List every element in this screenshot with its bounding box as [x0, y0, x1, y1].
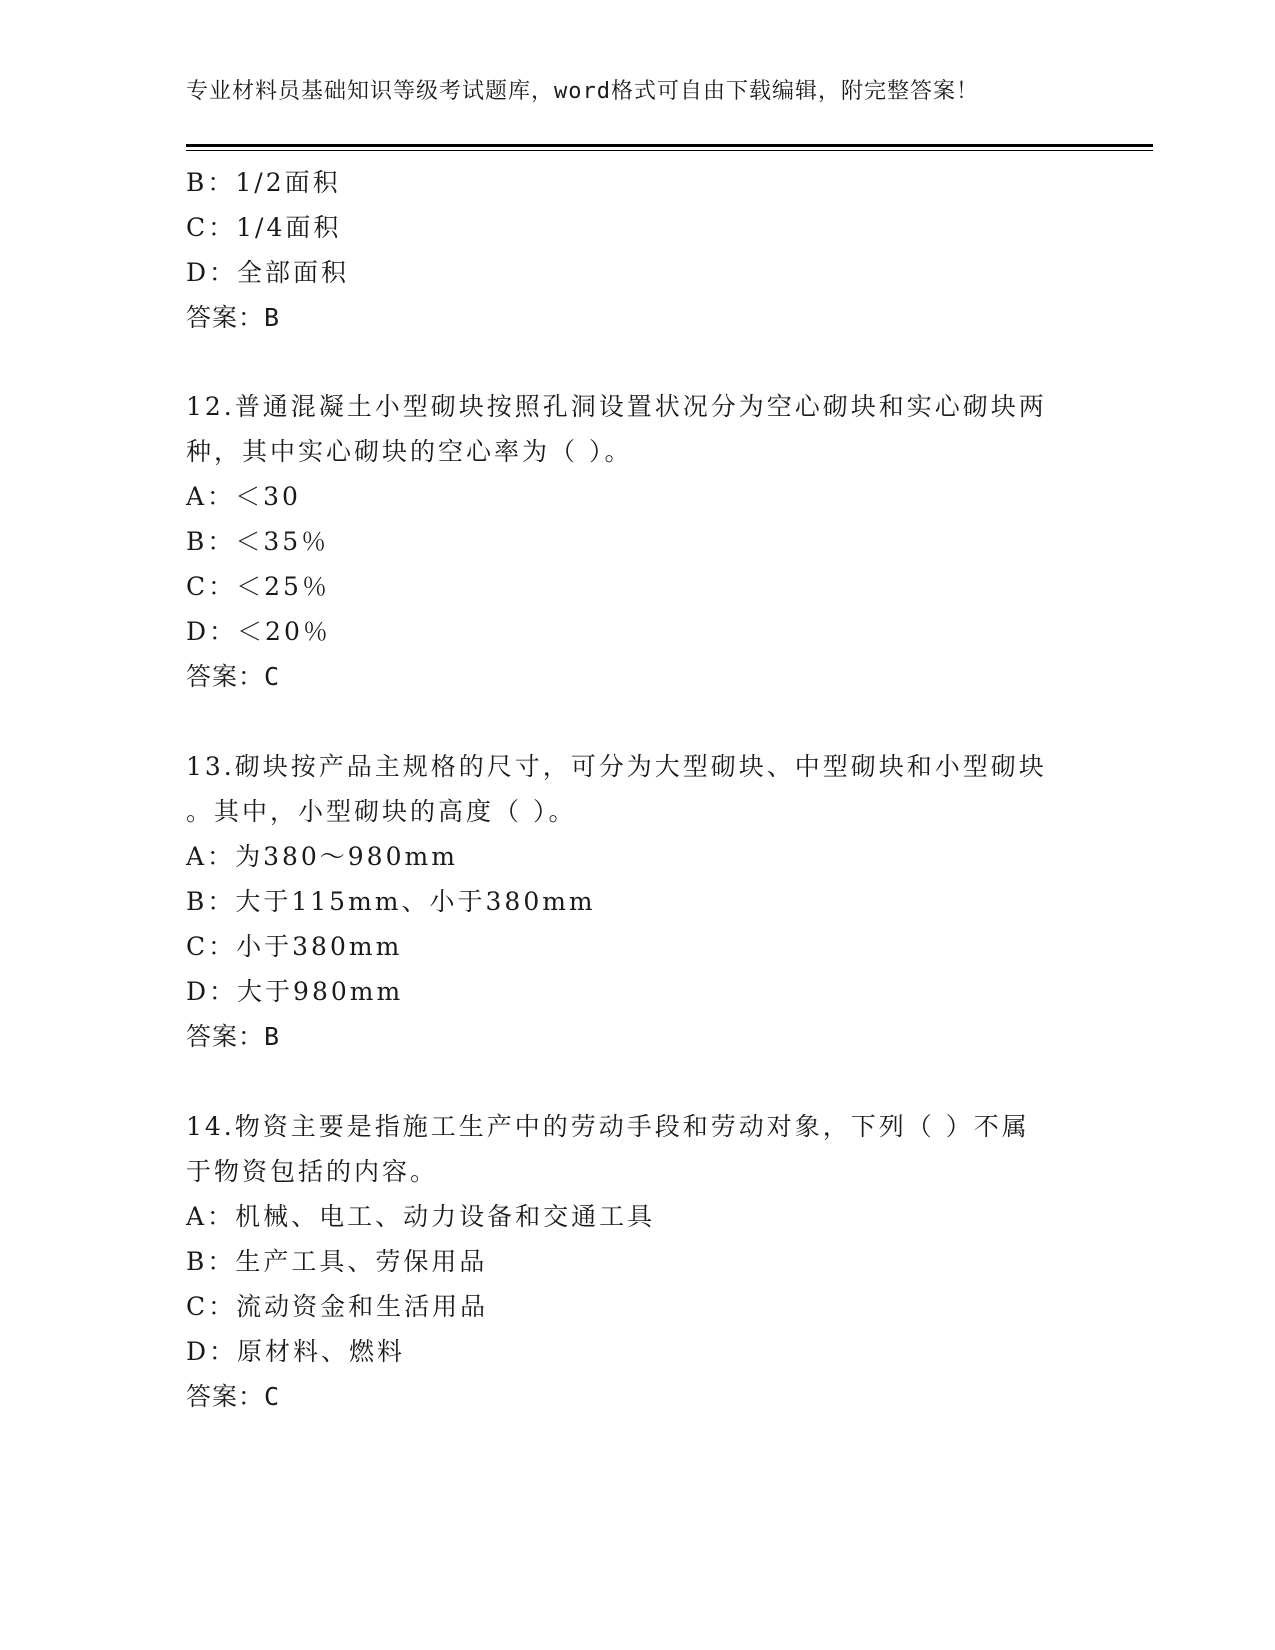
question-11-continuation: [186, 160, 1086, 340]
spacer: [186, 1059, 1086, 1104]
answer: 答案：C: [186, 1382, 281, 1411]
option-d: D：原材料、燃料: [186, 1337, 406, 1366]
page-header: 专业材料员基础知识等级考试题库，word格式可自由下载编辑，附完整答案！: [186, 79, 979, 104]
option-d: D：＜20％: [186, 617, 331, 646]
option-a: A：＜30: [186, 482, 301, 511]
option-c: C：＜25％: [186, 572, 330, 601]
option-d: D：全部面积: [186, 258, 350, 287]
header-rule-thin: [186, 150, 1153, 151]
question-stem-line: 。其中，小型砌块的高度（ ）。: [186, 797, 577, 826]
question-stem-line: 种，其中实心砌块的空心率为（ ）。: [186, 437, 633, 466]
spacer: [186, 340, 1086, 384]
question-stem-line: 12.普通混凝土小型砌块按照孔洞设置状况分为空心砌块和实心砌块两: [186, 392, 1047, 421]
answer: 答案：B: [186, 303, 281, 332]
option-b: B：大于115mm、小于380mm: [186, 887, 596, 916]
question-stem-line: 14.物资主要是指施工生产中的劳动手段和劳动对象，下列（ ）不属: [186, 1112, 1030, 1141]
answer: 答案：C: [186, 662, 281, 691]
spacer: [186, 699, 1086, 744]
header-rule-thick: [186, 144, 1153, 147]
question-13: [186, 744, 1086, 1059]
question-12: [186, 384, 1086, 699]
option-b: B：1/2面积: [186, 168, 341, 197]
question-14: [186, 1104, 1086, 1419]
option-c: C：小于380mm: [186, 932, 403, 961]
option-d: D：大于980mm: [186, 977, 404, 1006]
question-stem-line: 13.砌块按产品主规格的尺寸，可分为大型砌块、中型砌块和小型砌块: [186, 752, 1047, 781]
option-a: A：为380～980mm: [186, 842, 458, 871]
answer: 答案：B: [186, 1022, 281, 1051]
option-a: A：机械、电工、动力设备和交通工具: [186, 1202, 656, 1231]
document-body: [186, 160, 1086, 1419]
question-stem-line: 于物资包括的内容。: [186, 1157, 439, 1186]
option-b: B：＜35％: [186, 527, 330, 556]
option-b: B：生产工具、劳保用品: [186, 1247, 488, 1276]
option-c: C：1/4面积: [186, 213, 342, 242]
option-c: C：流动资金和生活用品: [186, 1292, 489, 1321]
